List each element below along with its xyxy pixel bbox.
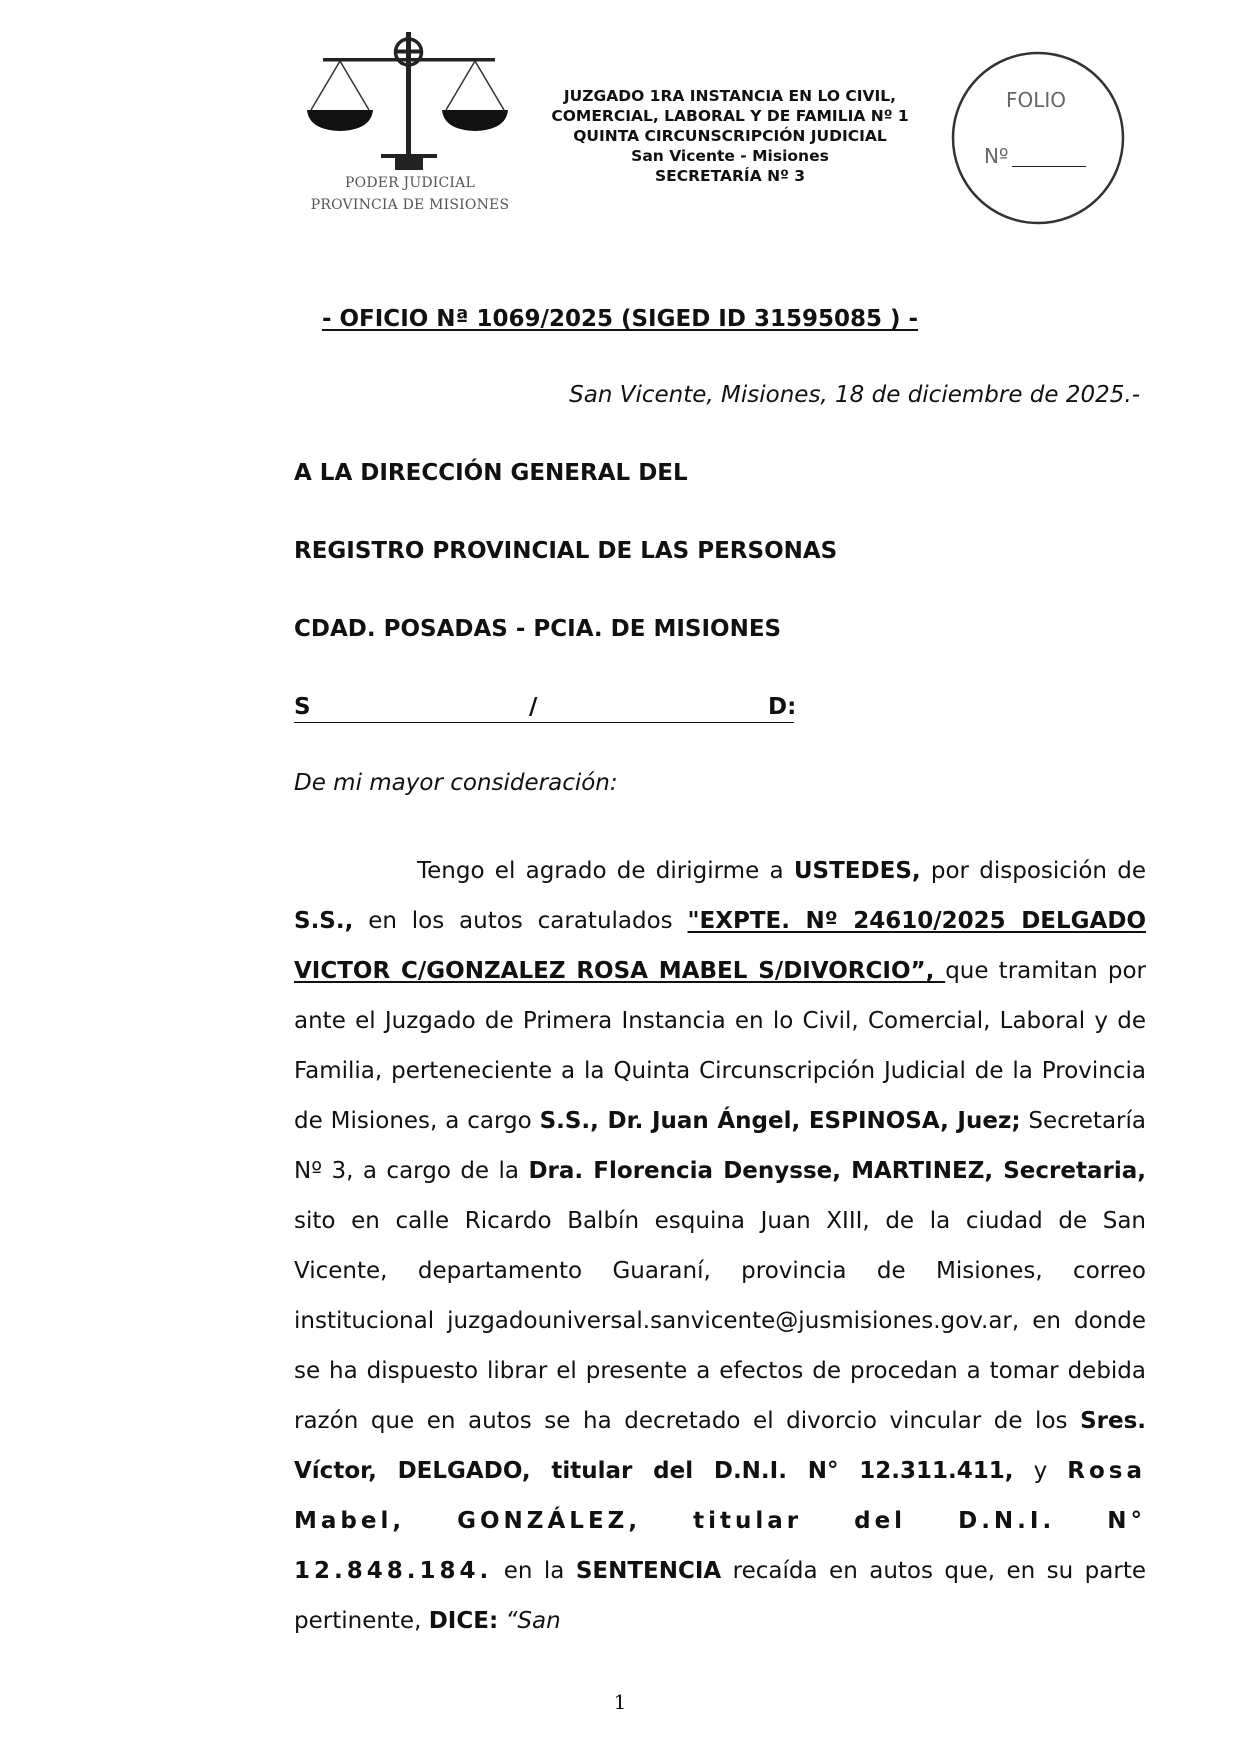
- secretary-name: Dra. Florencia Denysse, MARTINEZ, Secretaria,: [528, 1158, 1146, 1184]
- page-number: 1: [613, 1690, 627, 1714]
- quote-start: “San: [498, 1608, 561, 1634]
- logo-text-poder-judicial: PODER JUDICIAL: [345, 175, 475, 191]
- body-segment: y: [1013, 1458, 1068, 1484]
- court-line-5: SECRETARÍA Nº 3: [654, 167, 805, 185]
- sd-underline: [294, 722, 794, 723]
- dice-label: DICE:: [428, 1608, 499, 1634]
- oficio-title: [0, 306, 1240, 332]
- addressee-line-1: A LA DIRECCIÓN GENERAL DEL: [294, 460, 688, 486]
- body-segment: en los autos caratulados: [353, 908, 688, 934]
- folio-stamp: [948, 48, 1128, 228]
- body-segment: en la: [492, 1558, 576, 1584]
- court-line-1: JUZGADO 1RA INSTANCIA EN LO CIVIL,: [563, 87, 897, 105]
- document-date: San Vicente, Misiones, 18 de diciembre de 2025.-: [569, 382, 1140, 408]
- court-line-2: COMERCIAL, LABORAL Y DE FAMILIA Nº 1: [551, 107, 909, 125]
- poder-judicial-logo: [305, 30, 515, 220]
- folio-number-line: [1012, 166, 1086, 167]
- court-line-4: San Vicente - Misiones: [631, 147, 829, 165]
- addressee-line-2: REGISTRO PROVINCIAL DE LAS PERSONAS: [294, 538, 838, 564]
- body-ss: S.S.,: [294, 908, 354, 934]
- logo-text-provincia: PROVINCIA DE MISIONES: [310, 197, 510, 213]
- party-2: Rosa Mabel, GONZÁLEZ, titular del D.N.I. N° 12.848.184.: [294, 1458, 1146, 1584]
- folio-label: FOLIO: [1006, 88, 1067, 112]
- body-paragraph: [294, 846, 1146, 1646]
- case-title: "EXPTE. Nº 24610/2025 DELGADO VICTOR C/GONZALEZ ROSA MABEL S/DIVORCIO”,: [294, 908, 1146, 984]
- body-text: [294, 846, 1146, 1646]
- body-recipient: USTEDES,: [793, 858, 921, 884]
- sd-line: [294, 694, 797, 724]
- body-segment: Secretaría Nº 3, a cargo de la: [294, 1108, 1146, 1184]
- folio-number-label: Nº: [984, 144, 1009, 168]
- court-line-3: QUINTA CIRCUNSCRIPCIÓN JUDICIAL: [573, 127, 887, 145]
- party-1: Sres. Víctor, DELGADO, titular del D.N.I. N° 12.311.411,: [294, 1408, 1146, 1484]
- sd-s: S: [294, 694, 311, 720]
- body-segment: por disposición de: [920, 858, 1147, 884]
- judge-name: S.S., Dr. Juan Ángel, ESPINOSA, Juez;: [539, 1108, 1021, 1134]
- body-segment: que tramitan por ante el Juzgado de Primera Instancia en lo Civil, Comercial, Laboral y de Familia, perteneciente a la Quinta Circunscripción Judicial de la Provincia de Misiones, a cargo: [294, 958, 1146, 1134]
- greeting: De mi mayor consideración:: [294, 770, 618, 796]
- body-segment: sito en calle Ricardo Balbín esquina Juan XIII, de la ciudad de San Vicente, departamento Guaraní, provincia de Misiones, correo institucional juzgadouniversal.sanvicente@jusmisiones.gov.ar, en donde se ha dispuesto librar el presente a efectos de procedan a tomar debida razón que en autos se ha decretado el divorcio vincular de los: [294, 1208, 1146, 1434]
- sd-slash: /: [529, 694, 538, 720]
- addressee-line-3: CDAD. POSADAS - PCIA. DE MISIONES: [294, 616, 782, 642]
- body-segment: recaída en autos que, en su parte pertinente,: [294, 1558, 1146, 1634]
- sd-d: D:: [768, 694, 797, 720]
- court-header: [520, 86, 940, 186]
- sentencia-label: SENTENCIA: [575, 1558, 722, 1584]
- body-segment: Tengo el agrado de dirigirme a: [417, 858, 794, 884]
- oficio-title-text: - OFICIO Nª 1069/2025 (SIGED ID 31595085 ) -: [321, 306, 919, 332]
- scales-of-justice-icon: [305, 30, 515, 170]
- folio-circle: [948, 48, 1128, 228]
